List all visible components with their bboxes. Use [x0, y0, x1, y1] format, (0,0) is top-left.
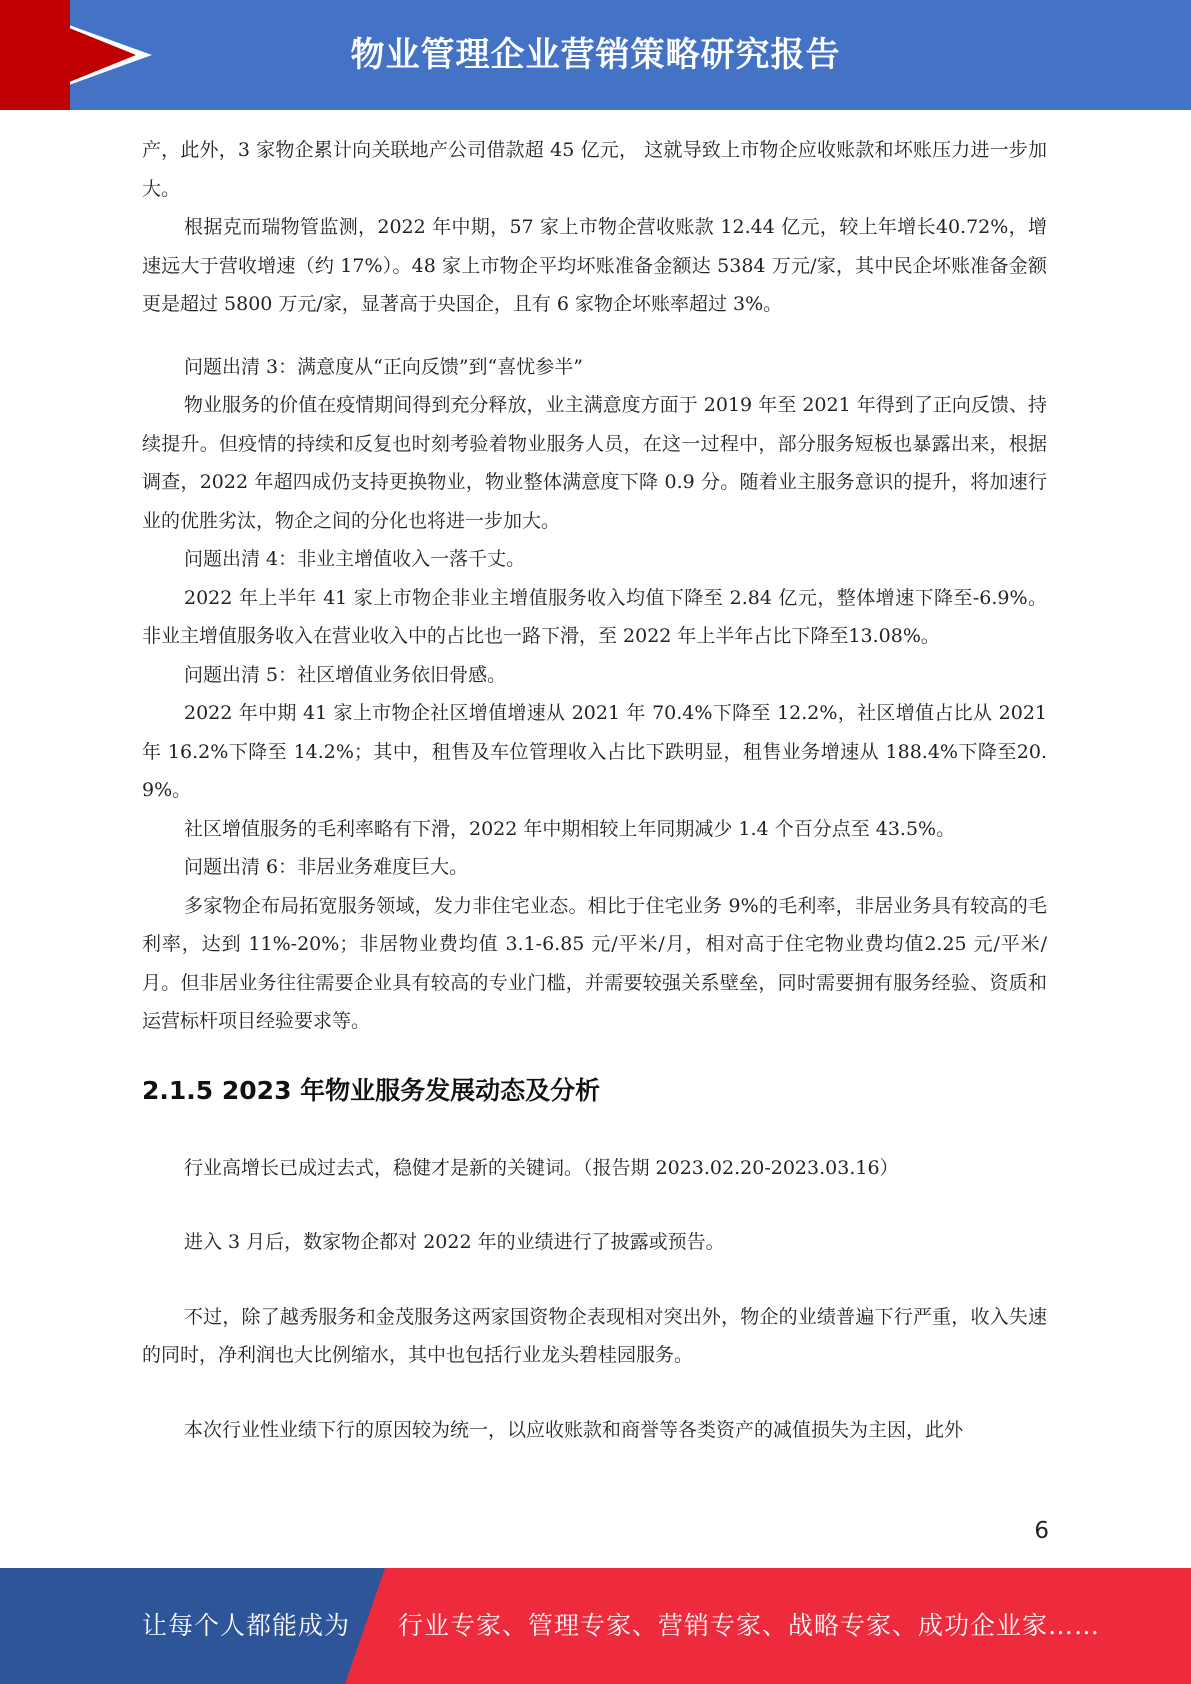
paragraph: 2022 年中期 41 家上市物企社区增值增速从 2021 年 70.4%下降至 12.2%，社区增值占比从 2021年 16.2%下降至 14.2%；其中，租售及车位管理收入占比下跌明显，租售业务增速从 188.4%下降至20.9%。 — [142, 702, 1047, 801]
paragraph: 多家物企布局拓宽服务领域，发力非住宅业态。相比于住宅业务 9%的毛利率，非居业务具有较高的毛利率，达到 11%-20%；非居物业费均值 3.1-6.85 元/平米/月，相对高于住宅物业费均值2.25 元/平米/月。但非居业务往往需要企业具有较高的专业门槛，并需要较强关系壁垒，同时需要拥有服务经验、资质和运营标杆项目经验要求等。 — [142, 894, 1047, 1032]
page-header — [0, 0, 1191, 110]
footer-slogan-left: 让每个人都能成为 — [142, 1611, 351, 1640]
section-heading: 2.1.5 2023 年物业服务发展动态及分析 — [142, 1075, 601, 1105]
footer-slogan-right: 行业专家、管理专家、营销专家、战略专家、成功企业家…… — [398, 1611, 1101, 1640]
paragraph: 不过，除了越秀服务和金茂服务这两家国资物企表现相对突出外，物企的业绩普遍下行严重，收入失速的同时，净利润也大比例缩水，其中也包括行业龙头碧桂园服务。 — [142, 1305, 1047, 1366]
issue-heading: 问题出清 3：满意度从“正向反馈”到“喜忧参半” — [184, 355, 583, 378]
issue-heading: 问题出清 6：非居业务难度巨大。 — [184, 856, 469, 878]
report-title: 物业管理企业营销策略研究报告 — [350, 35, 841, 75]
issue-heading: 问题出清 4：非业主增值收入一落千丈。 — [184, 548, 526, 570]
paragraph: 根据克而瑞物管监测，2022 年中期，57 家上市物企营收账款 12.44 亿元，较上年增长40.72%，增速远大于营收增速（约 17%）。48 家上市物企平均坏账准备金额达 5384 万元/家，其中民企坏账准备金额更是超过 5800 万元/家，显著高于央国企，且有 6 家物企坏账率超过 3%。 — [142, 216, 1047, 315]
header-arrow-icon — [0, 0, 136, 110]
page-footer — [0, 1568, 1191, 1684]
page-number: 6 — [1034, 1518, 1049, 1544]
paragraph: 物业服务的价值在疫情期间得到充分释放，业主满意度方面于 2019 年至 2021 年得到了正向反馈、持续提升。但疫情的持续和反复也时刻考验着物业服务人员，在这一过程中，部分服务短板也暴露出来，根据调查，2022 年超四成仍支持更换物业，物业整体满意度下降 0.9 分。随着业主服务意识的提升，将加速行业的优胜劣汰，物企之间的分化也将进一步加大。 — [142, 394, 1047, 532]
paragraph: 2022 年上半年 41 家上市物企非业主增值服务收入均值下降至 2.84 亿元，整体增速下降至-6.9%。非业主增值服务收入在营业收入中的占比也一路下滑，至 2022 年上半年占比下降至13.08%。 — [142, 586, 1047, 647]
document-body — [142, 131, 1047, 1449]
paragraph: 社区增值服务的毛利率略有下滑，2022 年中期相较上年同期减少 1.4 个百分点至 43.5%。 — [184, 817, 956, 840]
paragraph: 本次行业性业绩下行的原因较为统一，以应收账款和商誉等各类资产的减值损失为主因，此外 — [184, 1418, 964, 1441]
paragraph: 进入 3 月后，数家物企都对 2022 年的业绩进行了披露或预告。 — [184, 1231, 725, 1253]
issue-heading: 问题出清 5：社区增值业务依旧骨感。 — [184, 663, 507, 686]
paragraph: 行业高增长已成过去式，稳健才是新的关键词。（报告期 2023.02.20-2023.03.16） — [184, 1156, 899, 1179]
paragraph: 产，此外，3 家物企累计向关联地产公司借款超 45 亿元， 这就导致上市物企应收账款和坏账压力进一步加大。 — [142, 139, 1047, 200]
